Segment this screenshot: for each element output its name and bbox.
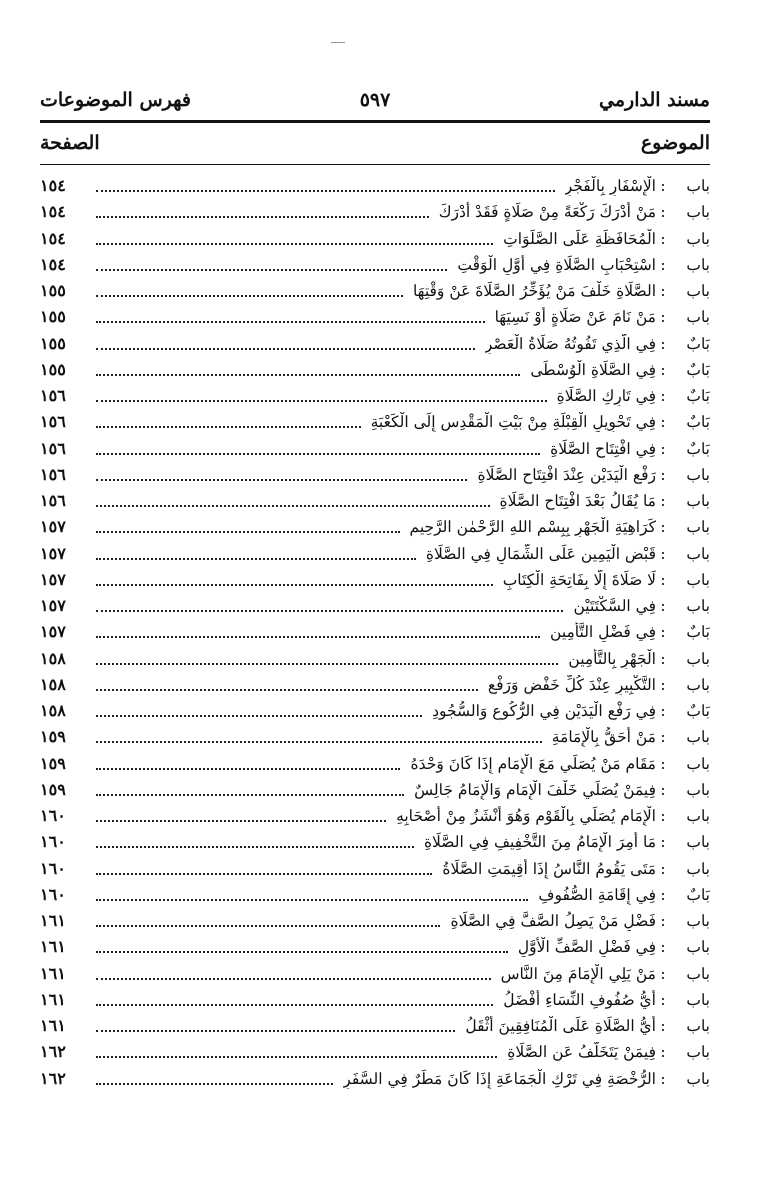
- entry-title: فِيمَنْ يَتَخَلَّفُ عَنِ الصَّلَاةِ: [507, 1043, 656, 1062]
- list-item: [40, 803, 710, 829]
- dot-leader: [96, 871, 432, 875]
- list-item: [40, 987, 710, 1013]
- entry-page-number: ١٥٥: [40, 359, 66, 379]
- entry-page-number: ١٦٠: [40, 858, 66, 878]
- entry-separator: :: [660, 465, 666, 484]
- entry-separator: :: [660, 623, 666, 642]
- entry-kind: باب: [686, 807, 710, 826]
- list-item: [40, 252, 710, 278]
- entry-kind: باب: [686, 597, 710, 616]
- entry-title: فِي تَارِكِ الصَّلَاةِ: [556, 387, 656, 406]
- entry-kind: باب: [686, 938, 710, 957]
- entry-kind: باب: [686, 203, 710, 222]
- entry-page-number: ١٥٨: [40, 648, 66, 668]
- entry-kind: باب: [686, 518, 710, 537]
- entry-title: فِي الصَّلَاةِ الْوُسْطَى: [530, 360, 656, 379]
- entry-title: الْإِمَامِ يُصَلِّي بِالْقَوْمِ وَهُوَ أَنْشَزُ مِنْ أَصْحَابِهِ: [396, 807, 656, 826]
- entry-kind: باب: [686, 780, 710, 799]
- dot-leader: [96, 398, 547, 402]
- list-item: [40, 226, 710, 252]
- entry-kind: باب: [686, 1017, 710, 1036]
- entry-title: كَرَاهِيَةِ الْجَهْرِ بِبِسْمِ اللهِ الرَّحْمٰنِ الرَّحِيمِ: [409, 518, 656, 537]
- list-item: [40, 751, 710, 777]
- list-item: [40, 829, 710, 855]
- entry-kind: باب: [686, 649, 710, 668]
- list-item: [40, 173, 710, 199]
- entry-page-number: ١٥٥: [40, 281, 66, 301]
- entry-separator: :: [660, 675, 666, 694]
- entry-title: مَا أُمِرَ الْإِمَامُ مِنَ التَّخْفِيفِ فِي الصَّلَاةِ: [423, 833, 656, 852]
- entry-kind: باب: [686, 255, 710, 274]
- list-item: [40, 567, 710, 593]
- dot-leader: [96, 766, 400, 770]
- entry-kind: باب: [686, 282, 710, 301]
- entry-title: مَنْ أَدْرَكَ رَكْعَةً مِنْ صَلَاةٍ فَقَدْ أَدْرَكَ: [438, 203, 656, 222]
- entry-page-number: ١٥٧: [40, 596, 66, 616]
- list-item: [40, 961, 710, 987]
- entry-page-number: ١٦٠: [40, 806, 66, 826]
- dot-leader: [96, 1054, 497, 1058]
- entry-separator: :: [660, 728, 666, 747]
- list-item: [40, 1066, 710, 1092]
- entry-separator: :: [660, 780, 666, 799]
- entry-title: فِي افْتِتَاحِ الصَّلَاةِ: [550, 439, 656, 458]
- entry-separator: :: [660, 334, 666, 353]
- list-item: [40, 777, 710, 803]
- entry-page-number: ١٥٩: [40, 727, 66, 747]
- entry-title: مَنْ أَحَقُّ بِالْإِمَامَةِ: [551, 728, 656, 747]
- dot-leader: [96, 556, 416, 560]
- entry-separator: :: [660, 570, 666, 589]
- list-item: [40, 409, 710, 435]
- entry-title: أَيُّ الصَّلَاةِ عَلَى الْمُنَافِقِينَ أَثْقَلُ: [465, 1017, 656, 1036]
- dot-leader: [96, 661, 558, 665]
- list-item: [40, 646, 710, 672]
- dot-leader: [96, 267, 447, 271]
- entry-kind: باب: [686, 964, 710, 983]
- entry-title: الرُّخْصَةِ فِي تَرْكِ الْجَمَاعَةِ إِذَا كَانَ مَطَرٌ فِي السَّفَرِ: [343, 1069, 656, 1088]
- entry-kind: باب: [686, 1069, 710, 1088]
- entry-title: فِي إِقَامَةِ الصُّفُوفِ: [538, 885, 656, 904]
- entry-page-number: ١٦١: [40, 1016, 66, 1036]
- header-rule: [40, 120, 710, 123]
- dot-leader: [96, 1081, 333, 1085]
- entry-page-number: ١٥٨: [40, 674, 66, 694]
- entry-kind: باب: [686, 229, 710, 248]
- list-item: [40, 908, 710, 934]
- list-item: [40, 514, 710, 540]
- entry-kind: باب: [686, 728, 710, 747]
- entry-title: فِي فَضْلِ الصَّفِّ الْأَوَّلِ: [517, 938, 656, 957]
- entry-page-number: ١٥٩: [40, 753, 66, 773]
- dot-leader: [96, 818, 386, 822]
- dot-leader: [96, 451, 540, 455]
- entry-kind: باب: [686, 833, 710, 852]
- entry-separator: :: [660, 859, 666, 878]
- list-item: [40, 436, 710, 462]
- entry-separator: :: [660, 518, 666, 537]
- entry-page-number: ١٥٦: [40, 464, 66, 484]
- entry-kind: بَابٌ: [686, 439, 710, 458]
- entry-separator: :: [660, 1043, 666, 1062]
- entry-title: فِيمَنْ يُصَلِّي خَلْفَ الْإِمَامِ وَالْإِمَامُ جَالِسٌ: [414, 780, 656, 799]
- dot-leader: [96, 477, 467, 481]
- entry-separator: :: [660, 912, 666, 931]
- entry-kind: باب: [686, 1043, 710, 1062]
- dot-leader: [96, 372, 520, 376]
- entry-separator: :: [660, 439, 666, 458]
- page-number: ٥٩٧: [359, 89, 391, 111]
- entry-kind: بَابٌ: [686, 413, 710, 432]
- dot-leader: [96, 976, 491, 980]
- entry-separator: :: [660, 203, 666, 222]
- entry-separator: :: [660, 833, 666, 852]
- entry-title: مَنْ يَلِي الْإِمَامَ مِنَ النَّاسِ: [500, 964, 656, 983]
- entry-page-number: ١٥٦: [40, 491, 66, 511]
- entry-separator: :: [660, 1017, 666, 1036]
- entry-separator: :: [660, 255, 666, 274]
- dot-leader: [96, 608, 563, 612]
- list-item: [40, 462, 710, 488]
- list-item: [40, 856, 710, 882]
- dot-leader: [96, 1002, 493, 1006]
- dot-leader: [96, 582, 493, 586]
- entry-kind: باب: [686, 544, 710, 563]
- entry-title: فِي السَّكْتَتَيْنِ: [573, 597, 656, 616]
- column-header-rule: [40, 164, 710, 165]
- book-title: مسند الدارمي: [599, 89, 710, 111]
- entry-title: مَا يُقَالُ بَعْدَ افْتِتَاحِ الصَّلَاةِ: [499, 492, 656, 511]
- entry-kind: باب: [686, 754, 710, 773]
- dot-leader: [96, 214, 429, 218]
- entry-title: مَقَامِ مَنْ يُصَلِّي مَعَ الْإِمَامِ إِذَا كَانَ وَحْدَهُ: [410, 754, 656, 773]
- entry-title: الْمُحَافَظَةِ عَلَى الصَّلَوَاتِ: [503, 229, 656, 248]
- entry-title: التَّكْبِيرِ عِنْدَ كُلِّ خَفْضٍ وَرَفْعٍ: [487, 675, 656, 694]
- list-item: [40, 1013, 710, 1039]
- entry-page-number: ١٥٨: [40, 701, 66, 721]
- dot-leader: [96, 346, 475, 350]
- list-item: [40, 934, 710, 960]
- dot-leader: [96, 844, 414, 848]
- list-item: [40, 1039, 710, 1065]
- entry-page-number: ١٦٠: [40, 832, 66, 852]
- entry-kind: باب: [686, 492, 710, 511]
- entry-title: الْإِسْفَارِ بِالْفَجْرِ: [564, 177, 656, 196]
- dot-leader: [96, 739, 542, 743]
- entry-kind: بَابٌ: [686, 334, 710, 353]
- list-item: [40, 593, 710, 619]
- entry-kind: باب: [686, 177, 710, 196]
- top-mark: [331, 42, 345, 43]
- list-item: [40, 672, 710, 698]
- entry-separator: :: [660, 413, 666, 432]
- entry-kind: باب: [686, 990, 710, 1009]
- entry-kind: بَابٌ: [686, 885, 710, 904]
- entry-title: الْجَهْرِ بِالتَّأْمِينِ: [568, 649, 656, 668]
- list-item: [40, 383, 710, 409]
- entry-title: قَبْضِ الْيَمِينِ عَلَى الشِّمَالِ فِي الصَّلَاةِ: [425, 544, 656, 563]
- entry-page-number: ١٥٤: [40, 254, 66, 274]
- entry-separator: :: [660, 282, 666, 301]
- dot-leader: [96, 293, 403, 297]
- entry-title: الصَّلَاةِ خَلْفَ مَنْ يُؤَخِّرُ الصَّلَاةَ عَنْ وَقْتِهَا: [412, 282, 656, 301]
- topic-column-header: الموضوع: [640, 132, 710, 154]
- entry-title: اسْتِحْبَابِ الصَّلَاةِ فِي أَوَّلِ الْوَقْتِ: [457, 255, 656, 274]
- dot-leader: [96, 319, 485, 323]
- entry-separator: :: [660, 649, 666, 668]
- entry-kind: باب: [686, 570, 710, 589]
- dot-leader: [96, 529, 400, 533]
- entry-separator: :: [660, 308, 666, 327]
- entry-page-number: ١٦١: [40, 989, 66, 1009]
- page-column-header: الصفحة: [40, 132, 100, 154]
- entry-separator: :: [660, 807, 666, 826]
- list-item: [40, 724, 710, 750]
- entry-page-number: ١٥٥: [40, 333, 66, 353]
- entry-kind: بَابٌ: [686, 387, 710, 406]
- entry-page-number: ١٦٠: [40, 884, 66, 904]
- entry-title: فِي الَّذِي تَفُوتُهُ صَلَاةُ الْعَصْرِ: [484, 334, 656, 353]
- entry-page-number: ١٥٤: [40, 176, 66, 196]
- entry-page-number: ١٥٥: [40, 307, 66, 327]
- topic-list: [40, 173, 710, 1092]
- entry-page-number: ١٥٤: [40, 228, 66, 248]
- list-item: [40, 278, 710, 304]
- entry-page-number: ١٦١: [40, 963, 66, 983]
- entry-title: رَفْعِ الْيَدَيْنِ عِنْدَ افْتِتَاحِ الصَّلَاةِ: [477, 465, 656, 484]
- entry-title: لَا صَلَاةَ إِلَّا بِفَاتِحَةِ الْكِتَابِ: [502, 570, 656, 589]
- list-item: [40, 882, 710, 908]
- entry-separator: :: [660, 885, 666, 904]
- entry-separator: :: [660, 754, 666, 773]
- list-item: [40, 304, 710, 330]
- dot-leader: [96, 241, 493, 245]
- list-item: [40, 357, 710, 383]
- dot-leader: [96, 634, 540, 638]
- entry-separator: :: [660, 387, 666, 406]
- entry-page-number: ١٥٦: [40, 386, 66, 406]
- entry-page-number: ١٦١: [40, 911, 66, 931]
- list-item: [40, 541, 710, 567]
- list-item: [40, 488, 710, 514]
- entry-page-number: ١٥٧: [40, 622, 66, 642]
- entry-separator: :: [660, 938, 666, 957]
- dot-leader: [96, 792, 404, 796]
- dot-leader: [96, 949, 508, 953]
- entry-kind: بَابٌ: [686, 623, 710, 642]
- entry-title: مَتَى يَقُومُ النَّاسُ إِذَا أُقِيمَتِ الصَّلَاةُ: [442, 859, 656, 878]
- entry-separator: :: [660, 544, 666, 563]
- entry-separator: :: [660, 702, 666, 721]
- entry-page-number: ١٦٢: [40, 1068, 66, 1088]
- entry-kind: باب: [686, 308, 710, 327]
- entry-page-number: ١٥٧: [40, 517, 66, 537]
- entry-title: فِي تَحْوِيلِ الْقِبْلَةِ مِنْ بَيْتِ الْمَقْدِسِ إِلَى الْكَعْبَةِ: [370, 413, 656, 432]
- dot-leader: [96, 424, 361, 428]
- dot-leader: [96, 1028, 455, 1032]
- list-item: [40, 199, 710, 225]
- entry-page-number: ١٦١: [40, 937, 66, 957]
- entry-page-number: ١٦٢: [40, 1042, 66, 1062]
- entry-page-number: ١٥٦: [40, 438, 66, 458]
- dot-leader: [96, 713, 422, 717]
- column-headers: [40, 128, 710, 160]
- entry-page-number: ١٥٦: [40, 412, 66, 432]
- dot-leader: [96, 923, 440, 927]
- list-item: [40, 331, 710, 357]
- entry-page-number: ١٥٩: [40, 779, 66, 799]
- entry-title: فِي فَضْلِ التَّأْمِينِ: [550, 623, 656, 642]
- entry-separator: :: [660, 177, 666, 196]
- entry-separator: :: [660, 964, 666, 983]
- entry-page-number: ١٥٧: [40, 569, 66, 589]
- list-item: [40, 698, 710, 724]
- entry-title: أَيُّ صُفُوفِ النِّسَاءِ أَفْضَلُ: [503, 990, 656, 1009]
- entry-title: فَضْلِ مَنْ يَصِلُ الصَّفَّ فِي الصَّلَاةِ: [450, 912, 656, 931]
- entry-title: مَنْ نَامَ عَنْ صَلَاةٍ أَوْ نَسِيَهَا: [494, 308, 656, 327]
- entry-kind: باب: [686, 465, 710, 484]
- list-item: [40, 619, 710, 645]
- entry-separator: :: [660, 597, 666, 616]
- dot-leader: [96, 687, 478, 691]
- entry-kind: باب: [686, 912, 710, 931]
- dot-leader: [96, 897, 528, 901]
- entry-kind: باب: [686, 675, 710, 694]
- entry-separator: :: [660, 492, 666, 511]
- entry-kind: باب: [686, 859, 710, 878]
- entry-page-number: ١٥٤: [40, 202, 66, 222]
- entry-kind: بَابٌ: [686, 702, 710, 721]
- entry-separator: :: [660, 360, 666, 379]
- dot-leader: [96, 188, 555, 192]
- entry-separator: :: [660, 229, 666, 248]
- entry-separator: :: [660, 1069, 666, 1088]
- entry-separator: :: [660, 990, 666, 1009]
- dot-leader: [96, 503, 490, 507]
- section-title: فهرس الموضوعات: [40, 89, 191, 111]
- entry-kind: بَابٌ: [686, 360, 710, 379]
- entry-page-number: ١٥٧: [40, 543, 66, 563]
- running-head: [40, 86, 710, 120]
- entry-title: فِي رَفْعِ الْيَدَيْنِ فِي الرُّكُوعِ وَالسُّجُودِ: [432, 702, 656, 721]
